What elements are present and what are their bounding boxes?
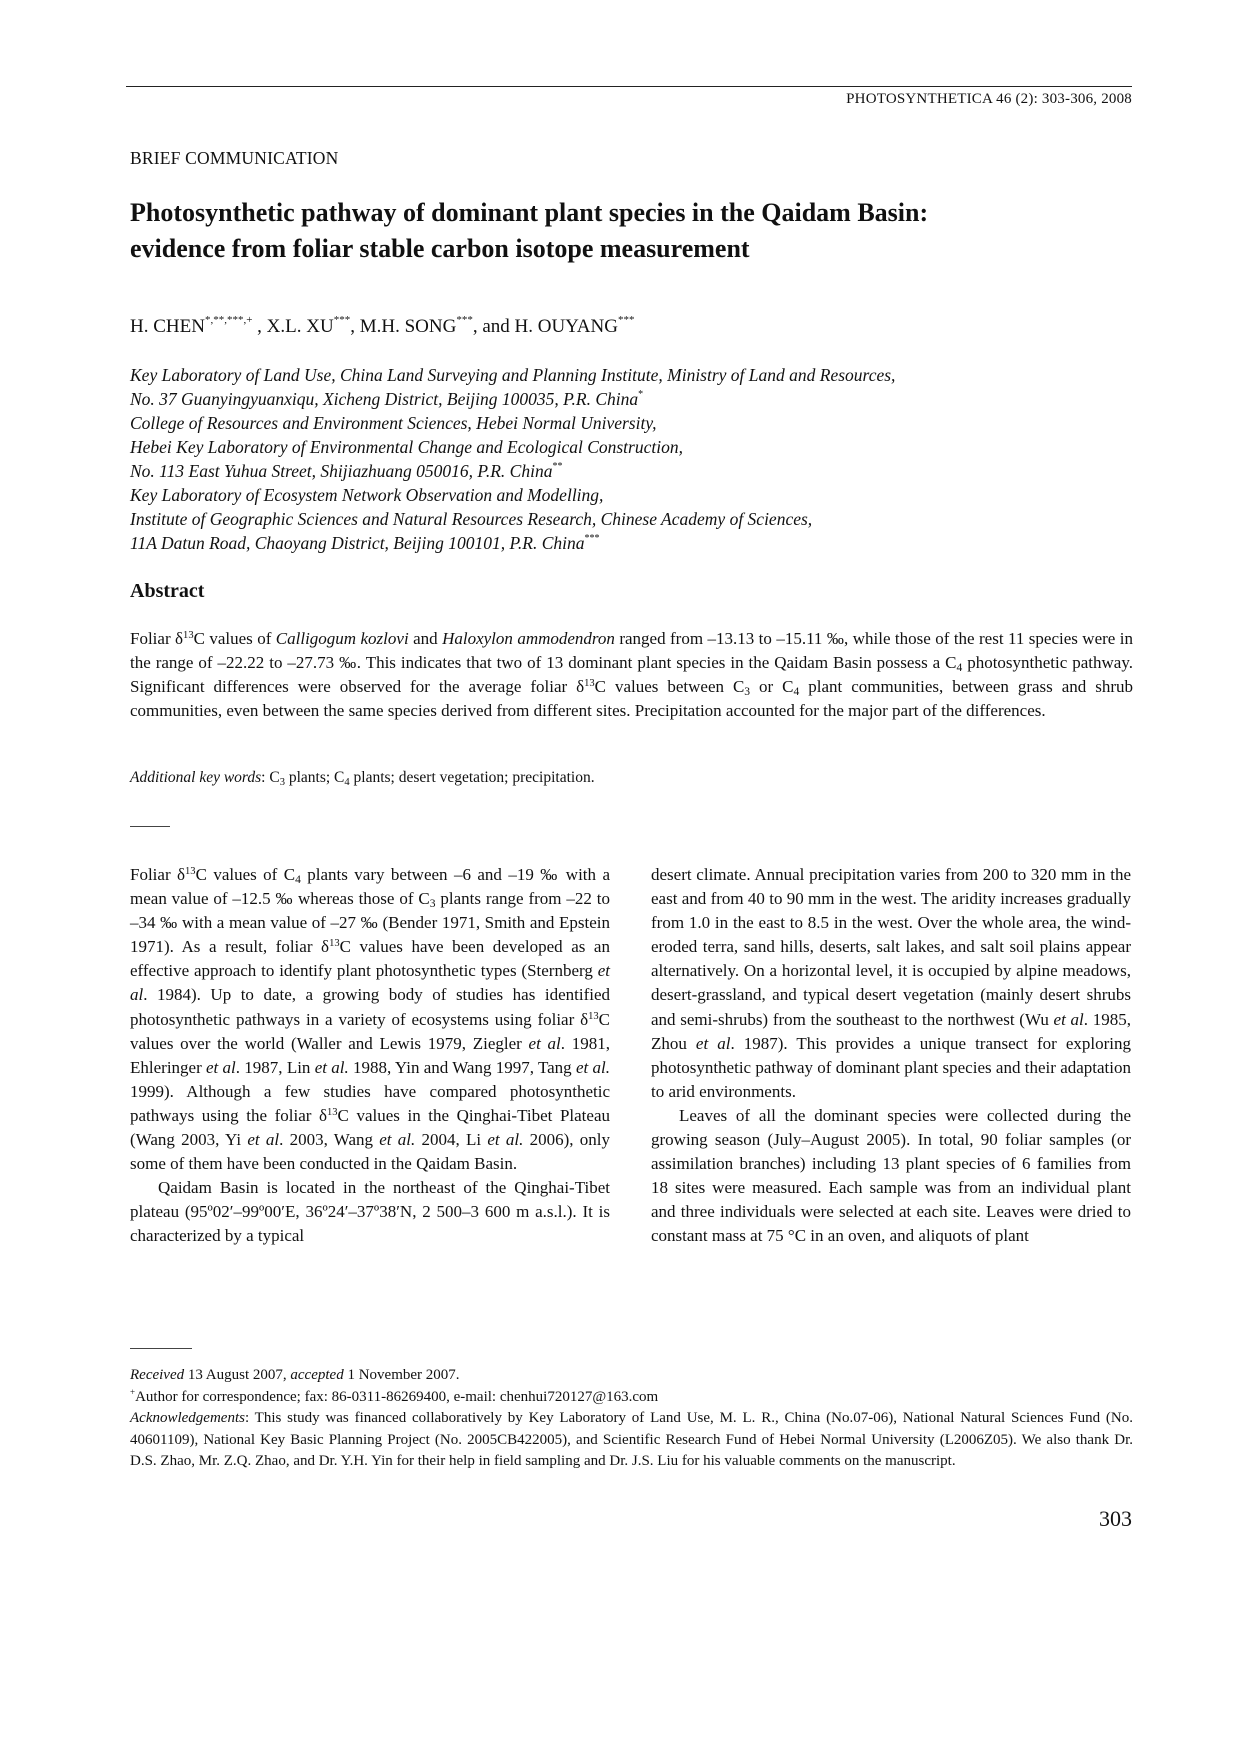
- author-name: X.L. XU: [266, 316, 334, 337]
- body-paragraph: desert climate. Annual precipitation varies from 200 to 320 mm in the east and from 40 to 90 mm in the west. The aridity increases gradually from 1.0 in the east to 8.5 in the west. Over the whole area, the wind-eroded terra, sand hills, deserts, salt lakes, and salt soil plains appear alternatively. On a horizontal level, it is occupied by alpine meadows, desert-grassland, and typical desert vegetation (mainly desert shrubs and semi-shrubs) from the southeast to the northwest (Wu et al. 1985, Zhou et al. 1987). This provides a unique transect for exploring photosynthetic pathway of dominant plant species and their adaptation to arid environments.: [651, 865, 1131, 1101]
- author-separator: , and: [472, 316, 515, 337]
- affiliation-text: No. 113 East Yuhua Street, Shijiazhuang 050016, P.R. China: [130, 461, 553, 481]
- keywords-label: Additional key words: [130, 769, 262, 786]
- author-mark: *,**,***,+: [204, 314, 253, 326]
- section-label: BRIEF COMMUNICATION: [130, 148, 339, 168]
- affiliation-text: Institute of Geographic Sciences and Natural Resources Research, Chinese Academy of Sciences,: [130, 509, 813, 529]
- footnotes: [130, 1365, 1133, 1473]
- affiliations: [130, 363, 1130, 555]
- affiliation-text: No. 37 Guanyingyuanxiqu, Xicheng District, Beijing 100035, P.R. China: [130, 389, 639, 409]
- header-rule: [126, 86, 1132, 87]
- affiliation-mark: *: [638, 389, 644, 400]
- affiliation-line: [130, 411, 1130, 435]
- affiliation-text: 11A Datun Road, Chaoyang District, Beijing 100101, P.R. China: [130, 533, 585, 553]
- affiliation-line: [130, 531, 1130, 555]
- affiliation-text: College of Resources and Environment Sciences, Hebei Normal University,: [130, 413, 657, 433]
- affiliation-line: [130, 507, 1130, 531]
- correspondence-note: +Author for correspondence; fax: 86-0311-86269400, e-mail: chenhui720127@163.com: [130, 1386, 659, 1405]
- body-paragraph: Foliar $\delta^{13}C$ values of $C_4$ plants vary between –6 and –19 ‰ with a mean value of –12.5 ‰ whereas those of $C_3$ plants range from –22 to –34 ‰ with a mean value of –27 ‰ (Bender 1971, Smith and Epstein 1971). As a result, foliar $\delta^{13}C$ values have been developed as an effective approach to identify plant photosynthetic types (Sternberg et al. 1984). Up to date, a growing body of studies has identified photosynthetic pathways in a variety of ecosystems using foliar $\delta^{13}C$ values over the world (Waller and Lewis 1979, Ziegler et al. 1981, Ehleringer et al. 1987, Lin et al. 1988, Yin and Wang 1997, Tang et al. 1999). Although a few studies have compared photosynthetic pathways using the foliar $\delta^{13}C$ values in the Qinghai-Tibet Plateau (Wang 2003, Yi et al. 2003, Wang et al. 2004, Li et al. 2006), only some of them have been conducted in the Qaidam Basin.: [130, 865, 610, 1174]
- article-title: [130, 195, 1130, 267]
- affiliation-text: Hebei Key Laboratory of Environmental Change and Ecological Construction,: [130, 437, 683, 457]
- acknowledgements-note: Acknowledgements: This study was financed collaboratively by Key Laboratory of Land Use, M. L. R., China (No.07-06), National Natural Sciences Fund (No. 40601109), National Key Basic Planning Project (No. 2005CB422005), and Scientific Research Fund of Hebei Normal University (L2006Z05). We also thank Dr. D.S. Zhao, Mr. Z.Q. Zhao, and Dr. Y.H. Yin for their help in field sampling and Dr. J.S. Liu for his valuable comments on the manuscript.: [130, 1410, 1133, 1469]
- body-column-right: [651, 863, 1131, 1249]
- page-number: 303: [1099, 1506, 1132, 1531]
- title-line-1: Photosynthetic pathway of dominant plant species in the Qaidam Basin:: [130, 198, 929, 227]
- author-mark: ***: [617, 314, 635, 326]
- journal-reference: PHOTOSYNTHETICA 46 (2): 303-306, 2008: [846, 91, 1132, 107]
- body-column-left: [130, 863, 610, 1249]
- affiliation-line: [130, 387, 1130, 411]
- affiliation-line: [130, 363, 1130, 387]
- author-separator: ,: [350, 316, 360, 337]
- title-line-2: evidence from foliar stable carbon isotope measurement: [130, 234, 750, 263]
- affiliation-text: Key Laboratory of Ecosystem Network Observation and Modelling,: [130, 485, 604, 505]
- body-paragraph: Qaidam Basin is located in the northeast of the Qinghai-Tibet plateau (95º02′–99º00′E, 36º24′–37º38′N, 2 500–3 600 m a.s.l.). It is characterized by a typical: [130, 1178, 610, 1246]
- author-name: M.H. SONG: [359, 316, 457, 337]
- additional-key-words: Additional key words: $C_3$ plants; $C_4$ plants; desert vegetation; precipitation.: [130, 769, 595, 788]
- received-accepted-note: Received 13 August 2007, accepted 1 November 2007.: [130, 1367, 460, 1383]
- author-list: [130, 316, 634, 338]
- author-separator: ,: [252, 316, 267, 337]
- author-name: H. CHEN: [130, 316, 205, 337]
- author-name: H. OUYANG: [514, 316, 618, 337]
- affiliation-line: [130, 435, 1130, 459]
- affiliation-mark: **: [552, 461, 563, 472]
- affiliation-mark: ***: [584, 533, 600, 544]
- section-divider: [130, 826, 170, 827]
- affiliation-line: [130, 483, 1130, 507]
- footnote-divider: [130, 1348, 192, 1349]
- affiliation-line: [130, 459, 1130, 483]
- author-mark: ***: [456, 314, 473, 326]
- body-paragraph: Leaves of all the dominant species were collected during the growing season (July–August 2005). In total, 90 foliar samples (or assimilation branches) including 13 plant species of 6 families from 18 sites were measured. Each sample was from an individual plant and three individuals were selected at each site. Leaves were dried to constant mass at 75 °C in an oven, and aliquots of plant: [651, 1105, 1131, 1246]
- author-mark: ***: [333, 314, 351, 326]
- abstract-body: Foliar $\delta^{13}C$ values of Calligogum kozlovi and Haloxylon ammodendron ranged from –13.13 to –15.11 ‰, while those of the rest 11 species were in the range of –22.22 to –27.73 ‰. This indicates that two of 13 dominant plant species in the Qaidam Basin possess a $C_4$ photosynthetic pathway. Significant differences were observed for the average foliar $\delta^{13}C$ values between $C_3$ or $C_4$ plant communities, between grass and shrub communities, even between the same species derived from different sites. Precipitation accounted for the major part of the differences.: [130, 629, 1133, 720]
- affiliation-text: Key Laboratory of Land Use, China Land Surveying and Planning Institute, Ministry of Land and Resources,: [130, 365, 896, 385]
- abstract-heading: Abstract: [130, 580, 205, 602]
